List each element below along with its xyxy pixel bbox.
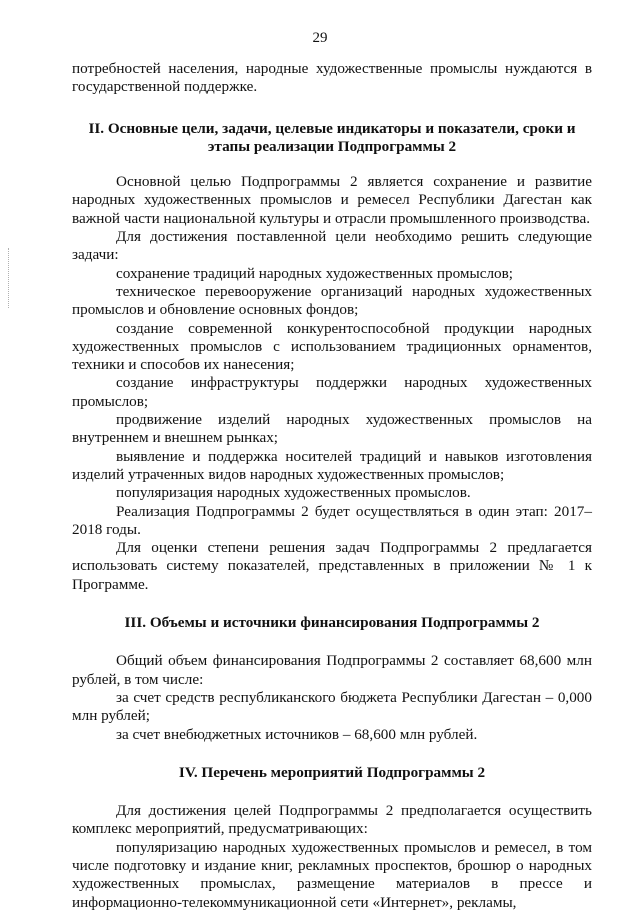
list-item: популяризация народных художественных промыслов.: [116, 484, 471, 502]
paragraph: за счет средств республиканского бюджета Республики Дагестан – 0,000 млн рублей;: [72, 688, 592, 725]
page-number: 29: [312, 30, 328, 46]
paragraph: Основной целью Подпрограммы 2 является сохранение и развитие народных художественных промыслов и ремесел Республики Дагестан как важной части национальной культуры и отрасли промышленного производства.: [72, 173, 592, 227]
intro-paragraph: потребностей населения, народные художественные промыслы нуждаются в государственной поддержке.: [72, 60, 592, 96]
paragraph: Реализация Подпрограммы 2 будет осуществляться в один этап: 2017–2018 годы.: [72, 502, 592, 538]
section-3-heading: III. Объемы и источники финансирования Подпрограммы 2: [124, 614, 540, 632]
paragraph: Общий объем финансирования Подпрограммы 2 составляет 68,600 млн рублей, в том числе:: [72, 652, 592, 688]
list-item: создание современной конкурентоспособной продукции народных художественных промыслов с использованием традиционных орнаментов, техники и способов их нанесения;: [72, 319, 592, 374]
paragraph: Для достижения целей Подпрограммы 2 предполагается осуществить комплекс мероприятий, предусматривающих:: [72, 802, 592, 838]
list-item: выявление и поддержка носителей традиций и навыков изготовления изделий утраченных видов народных художественных промыслов;: [72, 447, 592, 483]
margin-marks: [8, 248, 12, 308]
paragraph: за счет внебюджетных источников – 68,600 млн рублей.: [116, 725, 478, 743]
list-item: продвижение изделий народных художественных промыслов на внутреннем и внешнем рынках;: [72, 411, 592, 447]
document-body: [72, 60, 592, 912]
paragraph: популяризацию народных художественных промыслов и ремесел, в том числе подготовку и издание книг, рекламных проспектов, брошюр о народных художественных промыслах, размещение материалов в прессе и информационно-телекоммуникационной сети «Интернет», рекламы,: [72, 838, 592, 911]
list-item: сохранение традиций народных художественных промыслов;: [116, 264, 514, 282]
paragraph: Для оценки степени решения задач Подпрограммы 2 предлагается использовать систему показателей, представленных в приложении № 1 к Программе.: [72, 539, 592, 593]
paragraph: Для достижения поставленной цели необходимо решить следующие задачи:: [72, 228, 592, 264]
list-item: техническое перевооружение организаций народных художественных промыслов и обновление основных фондов;: [72, 282, 592, 319]
section-2-heading: II. Основные цели, задачи, целевые индикаторы и показатели, сроки и этапы реализации Подпрограммы 2: [88, 119, 576, 155]
section-4-heading: IV. Перечень мероприятий Подпрограммы 2: [178, 763, 486, 781]
list-item: создание инфраструктуры поддержки народных художественных промыслов;: [72, 374, 592, 410]
